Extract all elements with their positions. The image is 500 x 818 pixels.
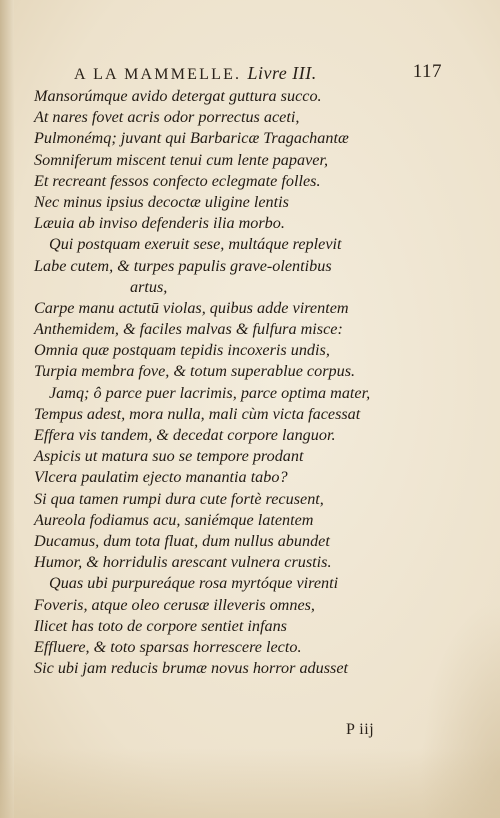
verse-line: Qui postquam exeruit sese, multáque replevit — [49, 235, 342, 254]
verse-text — [34, 86, 438, 679]
verse-line: Jamq; ô parce puer lacrimis, parce optima mater, — [49, 383, 371, 402]
verse-line: Anthemidem, & faciles malvas & fulfura misce: — [34, 320, 343, 339]
verse-line: Nec minus ipsius decoctæ uligine lentis — [34, 192, 289, 211]
verse-line: At nares fovet acris odor porrectus aceti, — [34, 108, 300, 127]
signature-mark: P iij — [346, 721, 375, 738]
verse-line: Humor, & horridulis arescant vulnera crustis. — [34, 553, 332, 572]
book-number: Livre III. — [247, 63, 317, 83]
verse-line: Turpia membra fove, & totum superablue corpus. — [34, 362, 356, 381]
verse-line: artus, — [130, 277, 168, 296]
verse-line: Effera vis tandem, & decedat corpore languor. — [34, 426, 336, 444]
binding-gutter — [0, 0, 14, 818]
verse-line: Aureola fodiamus acu, saniémque latentem — [34, 510, 314, 529]
verse-line: Quas ubi purpureáque rosa myrtóque virenti — [49, 574, 339, 593]
verse-line: Labe cutem, & turpes papulis grave-olentibus — [34, 256, 332, 275]
verse-line: Sic ubi jam reducis brumæ novus horror adusset — [34, 659, 349, 678]
verse-line: Pulmonémq; juvant qui Barbaricæ Tragachantæ — [34, 129, 349, 148]
verse-line: Mansorúmque avido detergat guttura succo. — [34, 87, 322, 105]
page-number: 117 — [412, 61, 442, 82]
page-header — [70, 61, 442, 85]
verse-line: Tempus adest, mora nulla, mali cùm victa facessat — [34, 404, 361, 423]
verse-line: Foveris, atque oleo cerusæ illeveris omnes, — [34, 595, 315, 614]
verse-line: Effluere, & toto sparsas horrescere lecto. — [34, 637, 302, 656]
verse-line: Omnia quæ postquam tepidis incoxeris undis, — [34, 341, 330, 360]
running-title: A LA MAMMELLE. Livre III. — [74, 63, 317, 83]
verse-line: Si qua tamen rumpi dura cute fortè recusent, — [34, 489, 324, 508]
verse-line: Carpe manu actutū violas, quibus adde virentem — [34, 298, 349, 317]
verse-line: Ducamus, dum tota fluat, dum nullus abundet — [34, 531, 330, 550]
verse-line: Aspicis ut matura suo se tempore prodant — [34, 447, 304, 466]
verse-line: Vlcera paulatim ejecto manantia tabo? — [34, 468, 288, 487]
verse-line: Somniferum miscent tenui cum lente papaver, — [34, 150, 329, 169]
verse-line: Ilicet has toto de corpore sentiet infans — [34, 616, 287, 635]
verse-line: Læuia ab inviso defenderis ilia morbo. — [34, 214, 285, 233]
verse-line: Et recreant fessos confecto eclegmate folles. — [34, 171, 321, 190]
